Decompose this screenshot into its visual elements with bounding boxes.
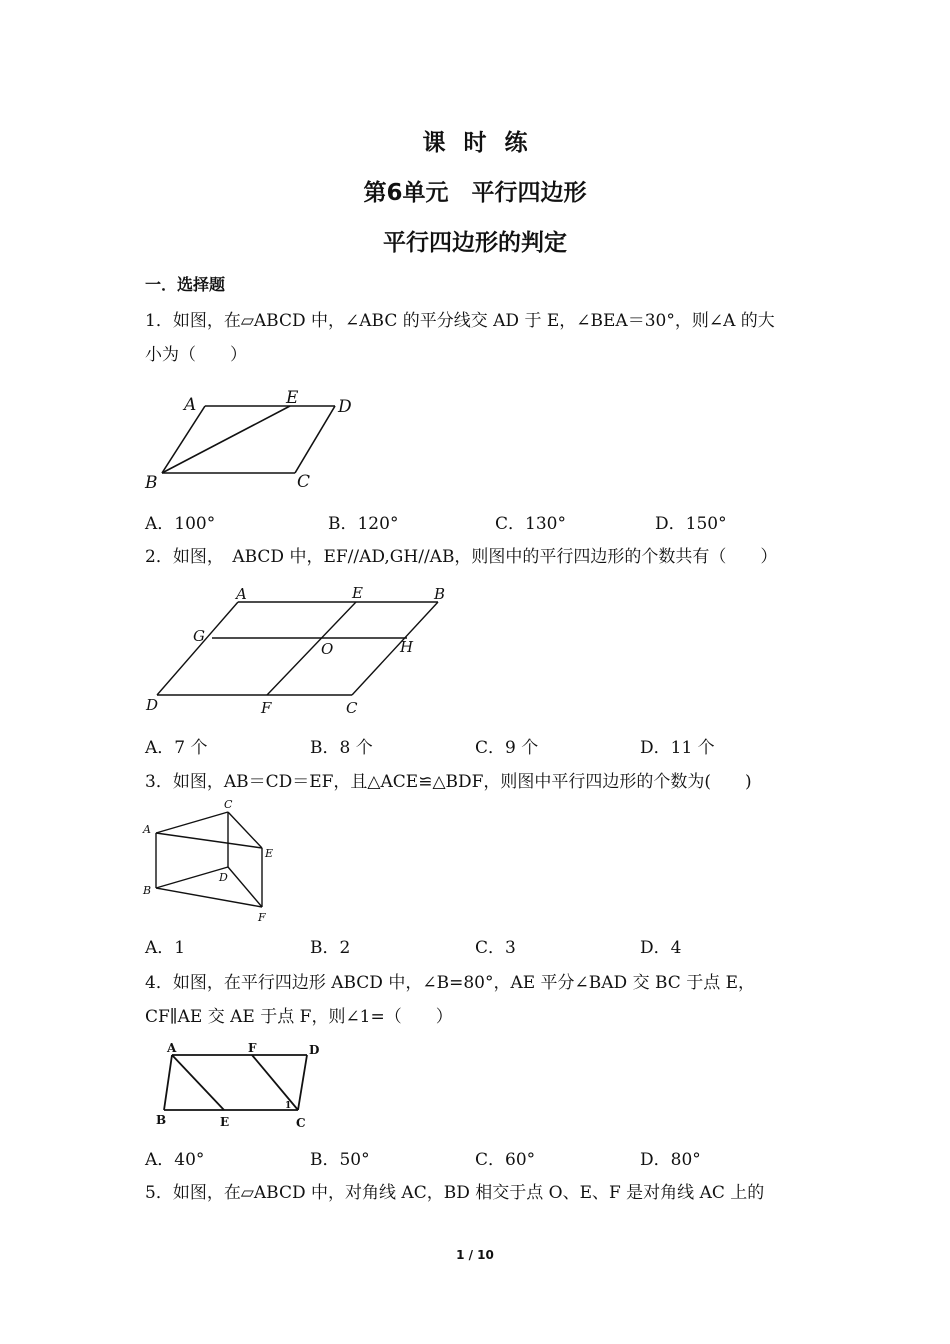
label-b: B <box>145 473 158 493</box>
edge-ba <box>164 1055 172 1110</box>
question-3-line-1: 3．如图，AB＝CD＝EF，且△ACE≌△BDF，则图中平行四边形的个数为( ) <box>145 772 752 792</box>
question-3-option-c[interactable]: C．3 <box>475 938 516 958</box>
question-1-line-1: 1．如图，在▱ABCD 中，∠ABC 的平分线交 AD 于 E，∠BEA＝30°，则∠A 的大 <box>145 311 775 331</box>
question-2-option-a[interactable]: A．7 个 <box>145 738 208 758</box>
question-4-option-a[interactable]: A．40° <box>145 1150 205 1170</box>
label-b: B <box>434 585 446 603</box>
label-c: C <box>297 472 311 492</box>
lesson-title: 平行四边形的判定 <box>383 230 567 256</box>
question-3-option-b[interactable]: B．2 <box>310 938 351 958</box>
question-3-option-d[interactable]: D．4 <box>640 938 682 958</box>
segment-bd <box>156 867 228 888</box>
question-2-option-d[interactable]: D．11 个 <box>640 738 715 758</box>
label-c: C <box>296 1116 306 1130</box>
question-1-option-a[interactable]: A．100° <box>145 514 216 534</box>
label-g: G <box>193 627 205 645</box>
question-1-line-2: 小为（ ） <box>145 345 247 365</box>
segment-be <box>162 406 290 473</box>
label-e: E <box>220 1115 230 1129</box>
segment-ae <box>156 833 262 848</box>
label-a: A <box>143 823 151 836</box>
question-3-option-a[interactable]: A．1 <box>145 938 186 958</box>
doc-title: 课时练 <box>422 130 546 156</box>
question-4-option-b[interactable]: B．50° <box>310 1150 370 1170</box>
label-a: A <box>184 395 197 415</box>
edge-dc <box>295 406 335 473</box>
label-f: F <box>248 1041 257 1055</box>
question-5-line-1: 5．如图，在▱ABCD 中，对角线 AC，BD 相交于点 O、E、F 是对角线 AC 上的 <box>145 1183 765 1203</box>
segment-ce <box>228 812 262 848</box>
question-1-option-b[interactable]: B．120° <box>328 514 399 534</box>
edge-bc <box>352 602 438 695</box>
label-e: E <box>265 847 274 860</box>
section-heading: 一．选择题 <box>145 275 226 294</box>
edge-da <box>157 602 238 695</box>
edge-dc <box>298 1055 307 1110</box>
question-1-figure <box>140 385 370 495</box>
question-2-figure <box>140 580 460 720</box>
label-b: B <box>156 1113 167 1127</box>
label-d: D <box>309 1043 320 1057</box>
question-4-line-2: CF∥AE 交 AE 于点 F，则∠1=（ ） <box>145 1007 453 1027</box>
question-4-line-1: 4．如图，在平行四边形 ABCD 中，∠B=80°，AE 平分∠BAD 交 BC 于点 E， <box>145 973 756 993</box>
label-c: C <box>346 699 358 717</box>
label-b: B <box>143 884 152 897</box>
question-2-option-c[interactable]: C．9 个 <box>475 738 539 758</box>
question-4-option-d[interactable]: D．80° <box>640 1150 701 1170</box>
unit-title: 第6单元 平行四边形 <box>363 180 587 206</box>
label-e: E <box>286 388 299 408</box>
label-h: H <box>400 638 414 656</box>
label-e: E <box>352 584 363 602</box>
segment-df <box>228 867 262 907</box>
question-3-figure <box>140 795 290 930</box>
label-d: D <box>219 871 228 884</box>
segment-ac <box>156 812 228 833</box>
segment-bf <box>156 888 262 907</box>
label-d: D <box>338 397 352 417</box>
edge-ba <box>162 406 205 473</box>
question-4-option-c[interactable]: C．60° <box>475 1150 536 1170</box>
question-2-option-b[interactable]: B．8 个 <box>310 738 373 758</box>
question-4-figure <box>140 1035 340 1135</box>
question-1-option-d[interactable]: D．150° <box>655 514 727 534</box>
label-a: A <box>167 1041 177 1055</box>
label-d: D <box>146 696 159 714</box>
segment-ef <box>267 602 356 695</box>
label-f: F <box>261 699 272 717</box>
segment-ae <box>172 1055 224 1110</box>
label-f: F <box>258 911 266 924</box>
label-c: C <box>224 798 233 811</box>
question-2-line-1: 2．如图， ABCD 中，EF//AD,GH//AB，则图中的平行四边形的个数共有（ ） <box>145 547 778 567</box>
label-angle-1: 1 <box>285 1101 292 1111</box>
label-a: A <box>236 585 247 603</box>
label-o: O <box>321 640 334 658</box>
page-number: 1 / 10 <box>456 1248 494 1262</box>
question-1-option-c[interactable]: C．130° <box>495 514 566 534</box>
